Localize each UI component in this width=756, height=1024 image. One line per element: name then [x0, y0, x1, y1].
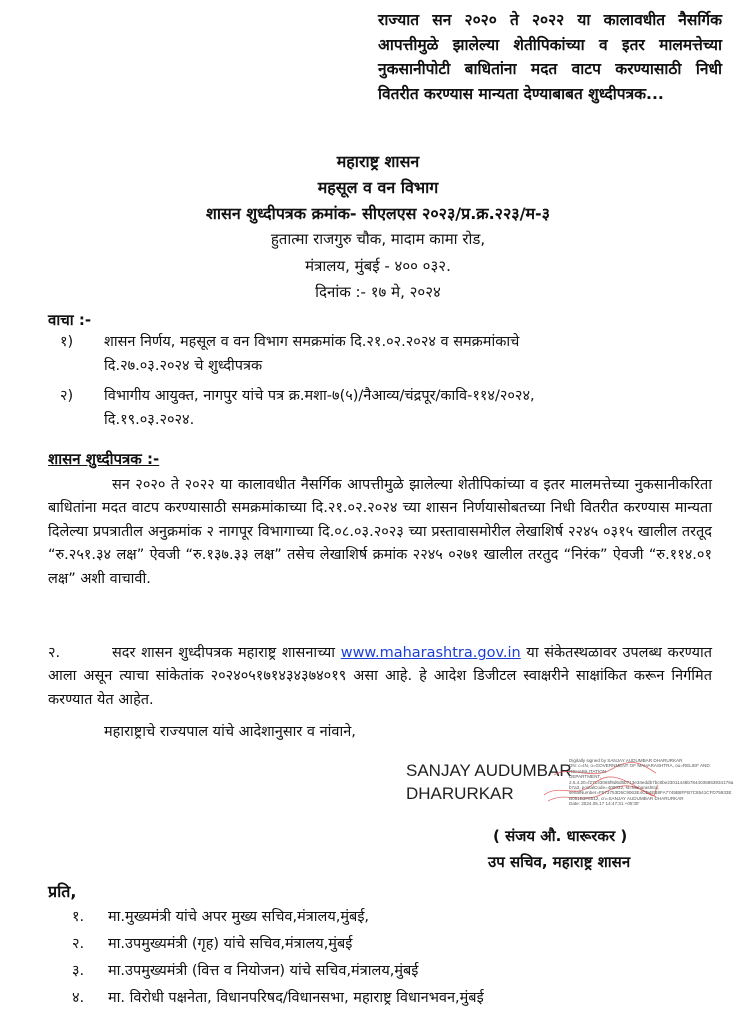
read-item-number: २)	[60, 388, 74, 404]
read-item-number: १)	[60, 334, 74, 350]
govt-name: महाराष्ट्र शासन	[336, 152, 420, 171]
signer-designation: उप सचिव, महाराष्ट्र शासन	[488, 853, 631, 871]
address-line-1: हुतात्मा राजगुरु चौक, मादाम कामा रोड,	[270, 230, 486, 248]
signature-detail-line: 2.5.4.20=f27143065f9d6d5b713e34eddb7bc8be23011448b7844035863934176a	[569, 779, 734, 785]
read-heading: वाचा :-	[48, 311, 92, 329]
signature-detail-line: Date: 2024.05.17 14:47:31 +05'30'	[569, 801, 640, 807]
website-link[interactable]: www.maharashtra.gov.in	[340, 645, 521, 661]
copy-to-text: मा. विरोधी पक्षनेता, विधानपरिषद/विधानसभा, महाराष्ट्र विधानभवन,मुंबई	[108, 990, 484, 1006]
corrigendum-paragraph-2	[48, 642, 712, 712]
copy-to-item	[72, 960, 418, 982]
copy-to-heading: प्रति,	[48, 882, 77, 901]
signature-detail-line: B051B3F8512, cn=SANJAY AUDUMBAR DHARURKAR	[569, 795, 684, 801]
signature-details	[569, 758, 734, 807]
address-line-2: मंत्रालय, मुंबई - ४०० ०३२.	[305, 257, 451, 275]
signature-detail-line: serialNumber=F573753D5C9063E4CD4EB8FA7745B8FFB7C8541CFD75933E	[569, 790, 732, 796]
governor-order-line: महाराष्ट्राचे राज्यपाल यांचे आदेशानुसार व नांवाने,	[104, 724, 356, 740]
signer-typed-name: ( संजय औ. धारूरकर )	[493, 827, 628, 845]
paragraph-text: या संकेतस्थळावर उपलब्ध करण्यात आला असून त्याचा सांकेतांक २०२४०५१७१४३४३७४०१९ असा आहे. हे आदेश डिजीटल स्वाक्षरीने साक्षांकित करून निर्गमित करण्यात येत आहेत.	[48, 645, 712, 708]
read-item-continuation: दि.२७.०३.२०२४ चे शुध्दीपत्रक	[104, 358, 263, 374]
copy-to-text: मा.उपमुख्यमंत्री (वित्त व नियोजन) यांचे सचिव,मंत्रालय,मुंबई	[108, 963, 419, 979]
copy-to-number: ४.	[72, 990, 85, 1006]
signature-detail-line: DN: c=IN, o=GOVERNMENT OF MAHARASHTRA, ou=RELIEF AND REHABILITATION	[569, 763, 710, 774]
copy-to-number: ३.	[72, 963, 85, 979]
paragraph-text: सदर शासन शुध्दीपत्रक महाराष्ट्र शासनाच्या	[112, 645, 336, 661]
paragraph-number: २.	[48, 645, 61, 661]
corrigendum-paragraph-1: सन २०२० ते २०२२ या कालावधीत नैसर्गिक आपत्तीमुळे झालेल्या शेतीपिकांच्या व इतर मालमत्तेच्या नुकसानीकरिता बाधितांना मदत वाटप करण्यासाठी समक्रमांकाच्या दि.२१.०२.२०२४ च्या शासन निर्णयासोबतच्या निधी वितरीत करण्यास मान्यता दिलेल्या प्रपत्रातील अनुक्रमांक २ नागपूर विभागाच्या दि.०८.०३.२०२३ च्या प्रस्तावासमोरील लेखाशिर्ष २२४५ ०३१५ खालील तरतूद “रु.२५१.३४ लक्ष” ऐवजी “रु.१३७.३३ लक्ष” तसेच लेखाशिर्ष क्रमांक २२४५ ०२७१ खालील तरतुद “निरंक” ऐवजी “रु.११४.०१ लक्ष” अशी वाचावी.	[48, 477, 712, 587]
read-item-text: विभागीय आयुक्त, नागपुर यांचे पत्र क्र.मशा-७(५)/नैआव्य/चंद्रपूर/कावि-११४/२०२४,	[104, 388, 535, 404]
signature-detail-line: DEPARTMENT,	[569, 774, 601, 780]
subject-text: राज्यात सन २०२० ते २०२२ या कालावधीत नैसर्गिक आपत्तीमुळे झालेल्या शेतीपिकांच्या व इतर मालमत्तेच्या नुकसानीपोटी बाधितांना मदत वाटप करण्यासाठी निधी वितरीत करण्यास मान्यता देण्याबाबत शुध्दीपत्रक...	[378, 11, 722, 103]
signature-detail-line: Digitally signed by SANJAY AUDUMBAR DHARURKAR	[569, 758, 683, 763]
copy-to-item	[72, 906, 369, 928]
signer-name-line-1: SANJAY AUDUMBAR	[406, 761, 572, 780]
corrigendum-heading: शासन शुध्दीपत्रक :-	[48, 450, 160, 468]
copy-to-item	[72, 933, 352, 955]
read-item	[60, 385, 720, 407]
copy-to-text: मा.उपमुख्यमंत्री (गृह) यांचे सचिव,मंत्रालय,मुंबई	[108, 936, 353, 952]
copy-to-item	[72, 987, 484, 1009]
read-item-continuation: दि.१९.०३.२०२४.	[104, 412, 195, 428]
reference-number: शासन शुध्दीपत्रक क्रमांक- सीएलएस २०२३/प्र.क्र.२२३/म-३	[206, 204, 550, 223]
signer-name-line-2: DHARURKAR	[406, 784, 514, 803]
copy-to-text: मा.मुख्यमंत्री यांचे अपर मुख्य सचिव,मंत्रालय,मुंबई,	[108, 909, 370, 925]
read-item	[60, 331, 700, 353]
read-item-text: शासन निर्णय, महसूल व वन विभाग समक्रमांक दि.२१.०२.२०२४ व समक्रमांकाचे	[104, 334, 520, 350]
signature-detail-line: b7a3, postalCode=400032, st=Maharashtra,	[569, 785, 659, 791]
department-name: महसूल व वन विभाग	[317, 178, 439, 197]
copy-to-number: २.	[72, 936, 85, 952]
copy-to-number: १.	[72, 909, 85, 925]
document-date: दिनांक :- १७ मे, २०२४	[315, 283, 441, 301]
